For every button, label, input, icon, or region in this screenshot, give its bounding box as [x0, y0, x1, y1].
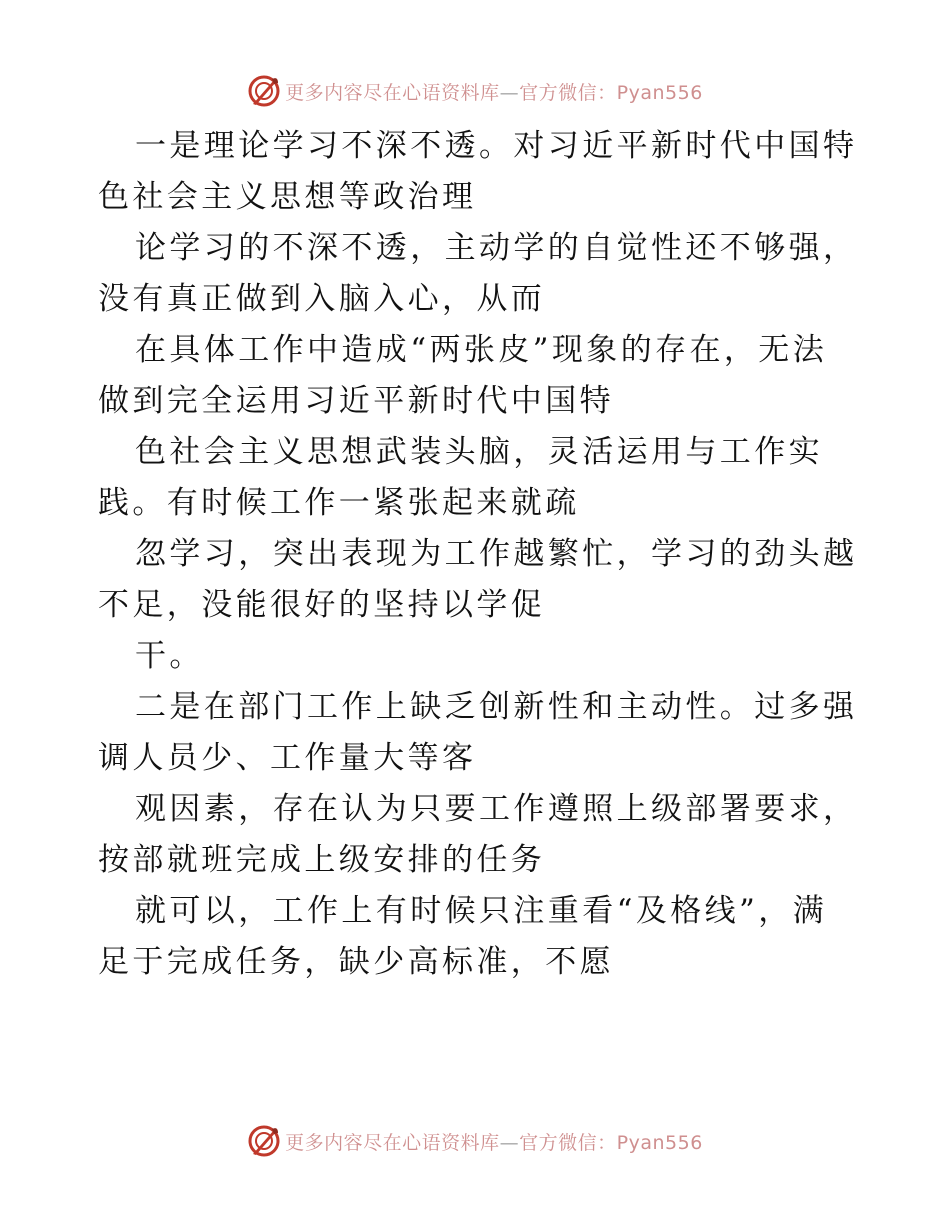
header-watermark — [0, 71, 950, 111]
text-line: 干。 — [135, 638, 204, 674]
paragraph — [98, 784, 868, 886]
text-line: 不足，没能很好的坚持以学促 — [98, 587, 546, 623]
text-line: 按部就班完成上级安排的任务 — [98, 842, 546, 878]
banner-title: 更多内容尽在心语资料库 — [285, 1131, 500, 1154]
text-line: 践。有时候工作一紧张起来就疏 — [98, 485, 580, 521]
banner-contact: 官方微信：Pyan556 — [519, 81, 703, 104]
paragraph — [98, 886, 868, 988]
banner-separator: — — [499, 1131, 520, 1154]
text-line: 就可以，工作上有时候只注重看“及格线”，满 — [135, 893, 828, 929]
text-line: 色社会主义思想等政治理 — [98, 179, 477, 215]
document-body — [98, 121, 868, 988]
paragraph — [98, 121, 868, 223]
footer-watermark — [0, 1121, 950, 1161]
paragraph — [98, 631, 868, 682]
quill-logo-icon — [247, 74, 281, 108]
quill-logo-icon — [247, 1124, 281, 1158]
text-line: 调人员少、工作量大等客 — [98, 740, 477, 776]
text-line: 观因素，存在认为只要工作遵照上级部署要求， — [135, 791, 858, 827]
text-line: 足于完成任务，缺少高标准，不愿 — [98, 944, 614, 980]
paragraph — [98, 427, 868, 529]
banner-contact: 官方微信：Pyan556 — [519, 1131, 703, 1154]
text-line: 色社会主义思想武装头脑，灵活运用与工作实 — [135, 434, 823, 470]
text-line: 二是在部门工作上缺乏创新性和主动性。过多强 — [135, 689, 858, 725]
paragraph — [98, 529, 868, 631]
text-line: 一是理论学习不深不透。对习近平新时代中国特 — [135, 128, 858, 164]
banner-title: 更多内容尽在心语资料库 — [285, 81, 500, 104]
text-line: 忽学习，突出表现为工作越繁忙，学习的劲头越 — [135, 536, 858, 572]
text-line: 在具体工作中造成“两张皮”现象的存在，无法 — [135, 332, 828, 368]
paragraph — [98, 682, 868, 784]
text-line: 论学习的不深不透，主动学的自觉性还不够强， — [135, 230, 858, 266]
banner-separator: — — [499, 81, 520, 104]
text-line: 没有真正做到入脑入心，从而 — [98, 281, 546, 317]
text-line: 做到完全运用习近平新时代中国特 — [98, 383, 614, 419]
paragraph — [98, 325, 868, 427]
paragraph — [98, 223, 868, 325]
